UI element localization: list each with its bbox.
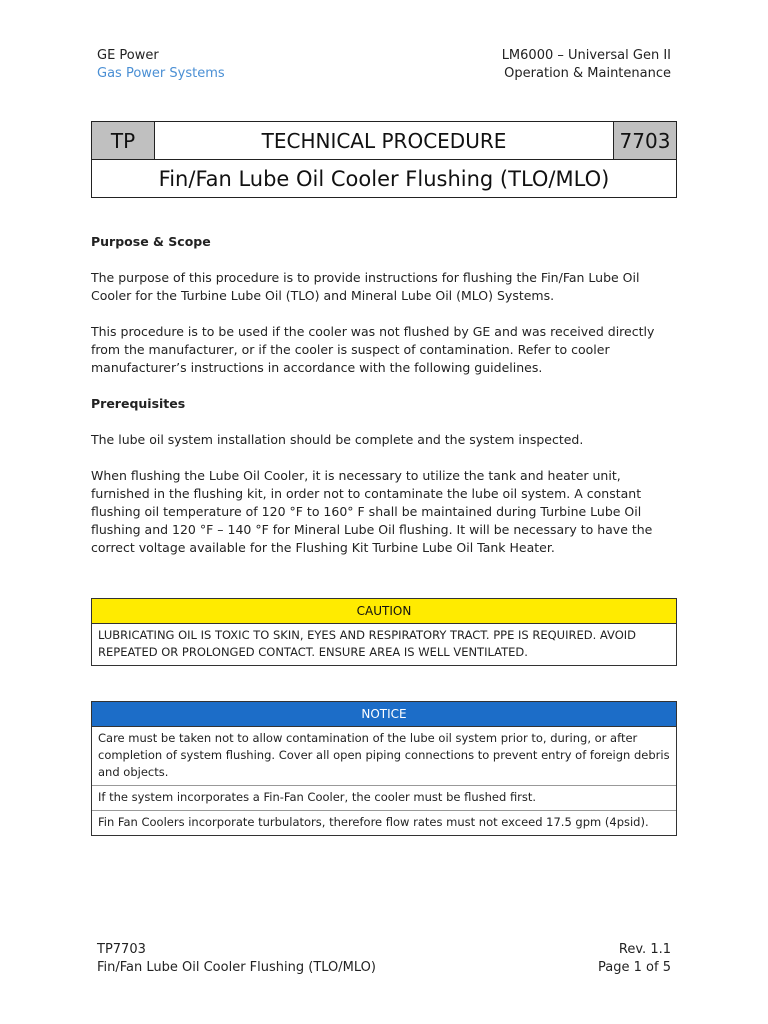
notice-label: NOTICE: [92, 702, 676, 727]
title-box: [91, 121, 677, 198]
notice-box: [91, 701, 677, 836]
procedure-type-label: TECHNICAL PROCEDURE: [261, 128, 507, 153]
footer-page-number: Page 1 of 5: [598, 960, 671, 975]
footer-left: [97, 941, 376, 977]
prerequisites-heading: Prerequisites: [91, 396, 186, 411]
division-name: Gas Power Systems: [97, 66, 225, 81]
footer-revision: Rev. 1.1: [618, 942, 671, 957]
caution-box: [91, 598, 677, 666]
procedure-type-code: TP: [92, 122, 155, 159]
company-name: GE Power: [97, 48, 159, 63]
title-row: [92, 122, 676, 160]
footer-right: [598, 941, 671, 977]
purpose-heading: Purpose & Scope: [91, 234, 211, 249]
document-body: [91, 233, 677, 575]
header-right: [502, 47, 671, 83]
notice-item: If the system incorporates a Fin-Fan Cooler, the cooler must be flushed first.: [92, 785, 676, 810]
product-name: LM6000 – Universal Gen II: [501, 48, 671, 63]
procedure-title: Fin/Fan Lube Oil Cooler Flushing (TLO/MLO): [158, 166, 610, 191]
notice-item: Care must be taken not to allow contamination of the lube oil system prior to, during, or after completion of system flushing. Cover all open piping connections to prevent entry of foreign debris and objects.: [98, 731, 670, 779]
prerequisites-paragraph-1: The lube oil system installation should be complete and the system inspected.: [91, 432, 584, 447]
footer-doc-id: TP7703: [97, 942, 146, 957]
purpose-paragraph-2: This procedure is to be used if the cooler was not flushed by GE and was received directly from the manufacturer, or if the cooler is suspect of contamination. Refer to cooler manufacturer’s instructions in accordance with the following guidelines.: [91, 324, 655, 375]
footer-doc-title: Fin/Fan Lube Oil Cooler Flushing (TLO/MLO): [97, 960, 376, 975]
caution-label: CAUTION: [92, 599, 676, 624]
procedure-number: 7703: [613, 122, 676, 159]
manual-name: Operation & Maintenance: [504, 66, 671, 81]
caution-text: LUBRICATING OIL IS TOXIC TO SKIN, EYES AND RESPIRATORY TRACT. PPE IS REQUIRED. AVOID REPEATED OR PROLONGED CONTACT. ENSURE AREA IS WELL VENTILATED.: [98, 628, 637, 659]
purpose-paragraph-1: The purpose of this procedure is to provide instructions for flushing the Fin/Fan Lube Oil Cooler for the Turbine Lube Oil (TLO) and Mineral Lube Oil (MLO) Systems.: [91, 270, 640, 303]
notice-item: Fin Fan Coolers incorporate turbulators, therefore flow rates must not exceed 17.5 gpm (4psid).: [92, 810, 676, 835]
prerequisites-paragraph-2: When flushing the Lube Oil Cooler, it is necessary to utilize the tank and heater unit, furnished in the flushing kit, in order not to contaminate the lube oil system. A constant flushing oil temperature of 120 °F to 160° F shall be maintained during Turbine Lube Oil flushing and 120 °F – 140 °F for Mineral Lube Oil flushing. It will be necessary to have the correct voltage available for the Flushing Kit Turbine Lube Oil Tank Heater.: [91, 468, 653, 555]
header-left: [97, 47, 225, 83]
